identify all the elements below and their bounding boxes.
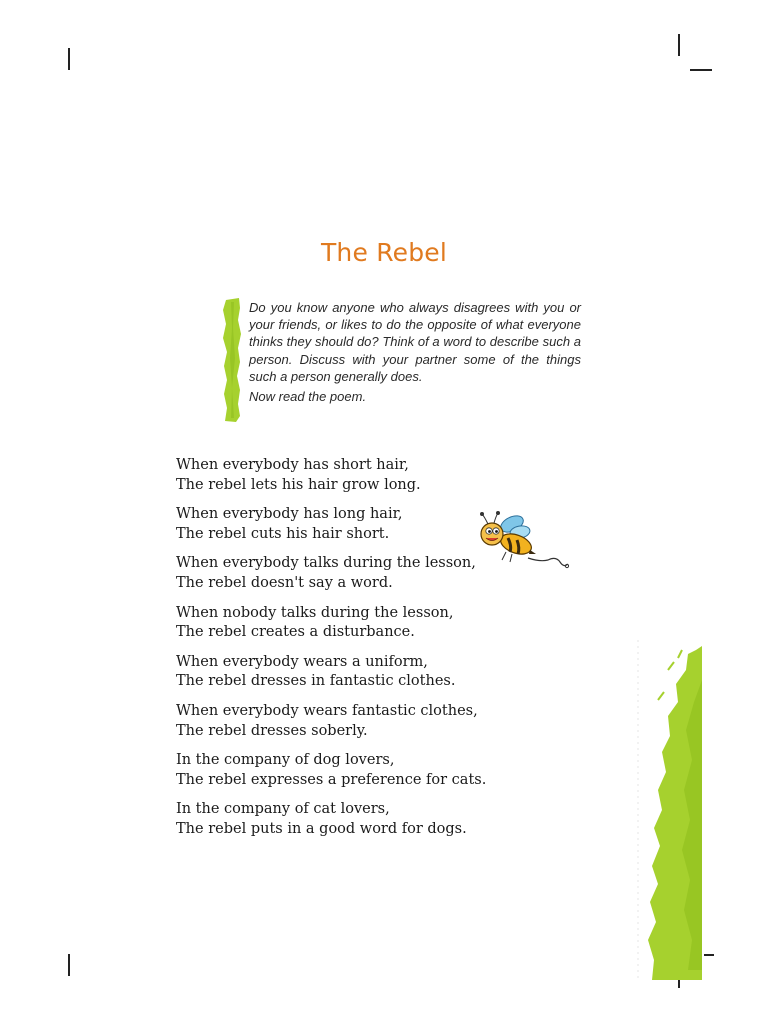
poem-line: The rebel lets his hair grow long. [176,476,421,493]
poem-line: The rebel expresses a preference for cats. [176,771,487,788]
stanza-8 [176,800,536,839]
poem-line: The rebel doesn't say a word. [176,574,393,591]
side-brush-decoration [628,640,704,980]
poem-line: The rebel puts in a good word for dogs. [176,820,467,837]
poem-line: When everybody wears fantastic clothes, [176,702,478,719]
poem-line: When everybody talks during the lesson, [176,555,476,572]
poem-line: When nobody talks during the lesson, [176,604,454,621]
stanza-1 [176,456,536,495]
bee-icon [470,510,574,574]
poem-line: When everybody wears a uniform, [176,653,428,670]
intro-accent-bar [222,298,242,422]
poem-line: When everybody has short hair, [176,457,409,473]
poem-line: The rebel dresses soberly. [176,722,368,739]
poem-title: The Rebel [320,238,448,267]
poem-line: In the company of cat lovers, [176,801,390,818]
crop-mark-bottom-left [68,954,70,976]
intro-box [249,299,581,405]
intro-instruction: Now read the poem. [249,389,367,405]
crop-mark-top-right-horizontal [690,69,712,71]
stanza-4 [176,604,536,643]
crop-mark-top-left [68,48,70,70]
stanza-5 [176,653,536,692]
poem-line: The rebel cuts his hair short. [176,525,390,542]
poem-line: When everybody has long hair, [176,506,403,523]
poem-line: The rebel creates a disturbance. [176,624,415,641]
poem-line: In the company of dog lovers, [176,752,395,769]
poem-line: The rebel dresses in fantastic clothes. [176,673,456,690]
stanza-6 [176,702,536,741]
crop-mark-top-right-vertical [678,34,680,56]
intro-paragraph: Do you know anyone who always disagrees with you or your friends, or likes to do the opposite of what everyone thinks they should do? Think of a word to describe such a person. Discuss with your partner some of the things such a person generally does. [249,300,581,384]
stanza-7 [176,751,536,790]
